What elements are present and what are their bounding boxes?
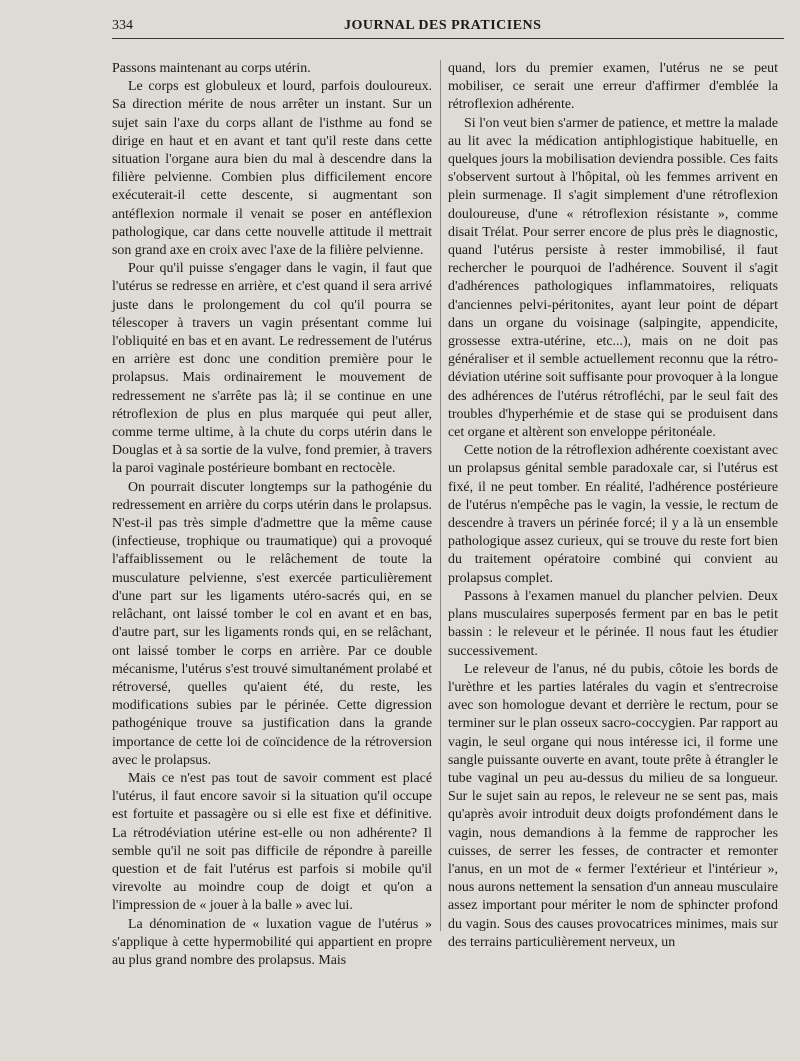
paragraph: Passons à l'examen manuel du plancher pelvien. Deux plans musculaires superposés ferment par en bas le petit bassin : le releveur et le périnée. Il nous faut les étudier successivement.: [448, 588, 778, 659]
paragraph: Si l'on veut bien s'armer de patience, et mettre la malade au lit avec la médication antiphlogistique habituelle, en quelques jours la mobilisation deviendra possible. Ces faits s'observent surtout à l'hôpital, où les femmes arrivent en plein surmenage. Il s'agit simplement d'une rétroflexion douloureuse, d'une « rétroflexion résistante », comme disait Trélat. Pour serrer encore de plus près le diagnostic, quand l'utérus persiste à rester immobilisé, il faut rechercher le pourquoi de l'adhérence. Souvent il s'agit d'adhérences pathologiques inflammatoires, reliquats d'anciennes pelvi-péritonites, ayant leur point de départ dans un organe du voisinage (salpingite, appendicite, grossesse extra-utérine, etc...), mais on ne doit pas généraliser et il semble actuellement reconnu que la rétro-déviation utérine soit suffisante pour provoquer à la longue des adhérences de l'utérus rétrofléchi, par le seul fait des troubles d'hyperhémie et de stase qui se produisent dans cet organe et altèrent son enveloppe péritonéale.: [448, 115, 778, 441]
paragraph: Le releveur de l'anus, né du pubis, côtoie les bords de l'urèthre et les parties latérales du vagin et s'entrecroise avec son homologue devant et derrière le rectum, pour se terminer sur le plan osseux sacro-coccygien. Par rapport au vagin, le seul organe qui nous intéresse ici, il forme une sangle puissante ouverte en avant, toute prête à étrangler le tube vaginal un peu au-dessus du milieu de sa longueur. Sur le sujet sain au repos, le releveur ne se sent pas, mais qu'après avoir introduit deux doigts profondément dans le vagin, nous demandions à la femme de rapprocher les cuisses, de serrer les fesses, de contracter et remonter l'anus, en un mot de « fermer l'extérieur et l'intérieur », nous aurons nettement la sensation d'un anneau musculaire assez important pour mériter le nom de sphincter profond du vagin. Sous des causes provocatrices minimes, mais sur des terrains particulièrement nerveux, un: [448, 661, 778, 950]
paragraph: Cette notion de la rétroflexion adhérente coexistant avec un prolapsus génital semble paradoxale car, si l'utérus est fixé, il ne peut tomber. En réalité, l'adhérence postérieure de l'utérus n'empêche pas le vagin, la vessie, le rectum de descendre à travers un périnée forcé; il y a là un ensemble pathologique assez curieux, qui se trouve du reste fort bien du traitement opératoire combiné qui convient au prolapsus complet.: [448, 443, 778, 586]
running-header: [112, 16, 784, 39]
paragraph: Mais ce n'est pas tout de savoir comment est placé l'utérus, il faut encore savoir si la situation qu'il occupe est fortuite et passagère ou si elle est fixe et définitive. La rétrodéviation utérine est-elle ou non adhérente? Il semble qu'il ne soit pas difficile de répondre à pareille question et de fait l'utérus est parfois si mobile qu'il virevolte au moindre coup de doigt et qu'on a l'impression de « jouer à la balle » avec lui.: [112, 770, 432, 914]
paragraph: Le corps est globuleux et lourd, parfois douloureux. Sa direction mérite de nous arrêter un instant. Sur un sujet sain l'axe du corps allant de l'isthme au fond se dirige en haut et en avant et tant qu'il reste dans cette situation l'organe aura bien du mal à descendre dans la filière pelvienne. Combien plus difficilement encore exécuterait-il cette descente, si augmentant son antéflexion normale il venait se poser en antéflexion pathologique, car dans cette nouvelle attitude il mettrait son grand axe en croix avec l'axe de la filière pelvienne.: [112, 79, 432, 259]
left-column: [112, 60, 432, 1051]
paragraph: quand, lors du premier examen, l'utérus ne se peut mobiliser, ce serait une erreur d'affirmer d'emblée la rétroflexion adhérente.: [448, 61, 778, 113]
paragraph: Pour qu'il puisse s'engager dans le vagin, il faut que l'utérus se redresse en arrière, et c'est quand il sera arrivé juste dans le prolongement du col qu'il pourra se télescoper à travers un vagin présentant comme lui l'obliquité en bas et en avant. Le redressement de l'utérus en arrière est donc une condition première pour le prolapsus. Mais ordinairement le mouvement de redressement ne s'arrête pas là; il se continue en une rétroflexion de plus en plus marquée qui peut aller, comme terme ultime, à la chute du corps utérin dans le Douglas et à sa sortie de la vulve, fond premier, à travers la paroi vaginale postérieure bombant en rectocèle.: [112, 261, 432, 477]
right-column: [448, 60, 778, 1051]
paragraph: Passons maintenant au corps utérin.: [112, 61, 311, 76]
paragraph: On pourrait discuter longtemps sur la pathogénie du redressement en arrière du corps utérin dans le prolapsus. N'est-il pas très simple d'admettre que la même cause (infectieuse, trophique ou traumatique) qui a provoqué l'affaiblissement ou le relâchement de toute la musculature pelvienne, s'est exercée particulièrement d'une part sur les ligaments utéro-sacrés qui, en se relâchant, ont laissé tomber le col en avant et en bas, d'autre part, sur les ligaments ronds qui, en se relâchant, ont laissé tomber le corps en arrière. Par ce double mécanisme, l'utérus s'est trouvé simultanément prolabé et rétroversé, quelles qu'aient été, du reste, les modifications subies par le périnée. Cette digression pathogénique trouve sa justification dans la grande importance de cette loi de coïncidence de la rétroversion avec le prolapsus.: [112, 479, 432, 768]
paragraph: La dénomination de « luxation vague de l'utérus » s'applique à cette hypermobilité qui appartient en propre au plus grand nombre des prolapsus. Mais: [112, 916, 432, 968]
page-number: 334: [112, 18, 133, 33]
column-divider: [440, 60, 441, 931]
journal-title: JOURNAL DES PRATICIENS: [344, 18, 542, 33]
